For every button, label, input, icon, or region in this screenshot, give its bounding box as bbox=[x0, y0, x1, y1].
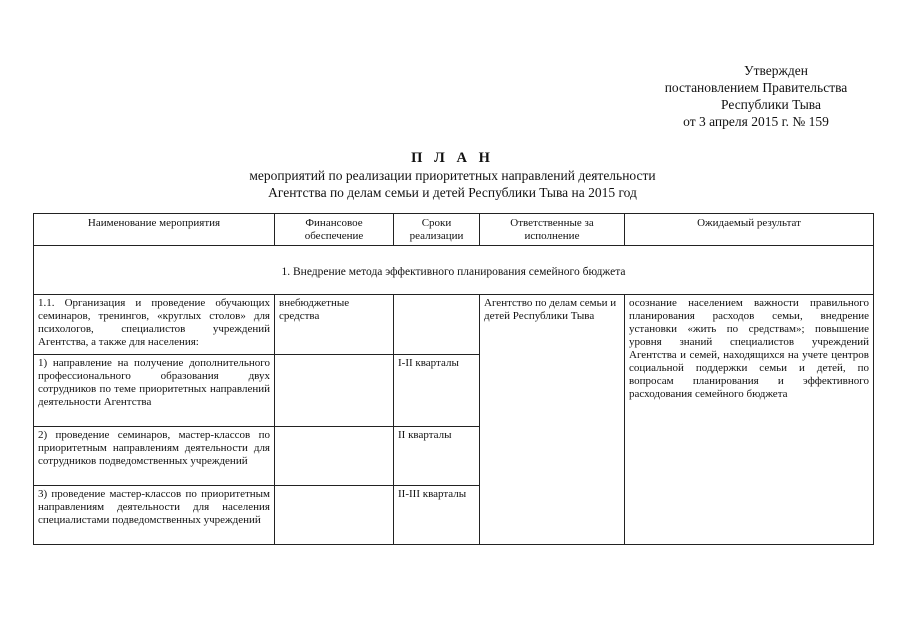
plan-subtitle-line2: Агентства по делам семьи и детей Республики Тыва на 2015 год bbox=[268, 185, 637, 200]
header-responsible: Ответственные за исполнение bbox=[480, 214, 625, 246]
row-terms: II-III кварталы bbox=[394, 486, 480, 545]
approval-line-date: от 3 апреля 2015 г. № 159 bbox=[683, 114, 829, 129]
row-terms bbox=[394, 295, 480, 355]
header-terms: Сроки реализации bbox=[394, 214, 480, 246]
header-result: Ожидаемый результат bbox=[625, 214, 874, 246]
header-finance: Финансовое обеспечение bbox=[275, 214, 394, 246]
row-finance bbox=[275, 355, 394, 427]
row-terms: I-II кварталы bbox=[394, 355, 480, 427]
plan-subtitle-line1: мероприятий по реализации приоритетных направлений деятельности bbox=[249, 168, 656, 183]
row-finance: внебюджетные средства bbox=[275, 295, 394, 355]
section-row bbox=[34, 246, 874, 295]
plan-heading bbox=[0, 150, 905, 201]
page-title: П Л А Н bbox=[411, 150, 494, 166]
plan-table bbox=[33, 213, 874, 545]
approval-stamp bbox=[641, 62, 871, 130]
row-name: 3) проведение мастер-классов по приоритетным направлениям деятельности для населения специалистами подведомственных учреждений bbox=[34, 486, 275, 545]
row-terms: II кварталы bbox=[394, 427, 480, 486]
approval-line-decree: постановлением Правительства bbox=[664, 80, 848, 95]
row-name: 2) проведение семинаров, мастер-классов по приоритетным направлениям деятельности для сотрудников подведомственных учреждений bbox=[34, 427, 275, 486]
approval-line-approved: Утвержден bbox=[744, 63, 808, 78]
row-name: 1) направление на получение дополнительного профессионального образования двух сотрудников по теме приоритетных направлений деятельности Агентства bbox=[34, 355, 275, 427]
result-cell: осознание населением важности правильного планирования расходов семьи, внедрение установки «жить по средствам»; повышение уровня знаний специалистов учреждений Агентства и семей, находящихся на учете центров социальной поддержки семьи и детей, по вопросам планирования и эффективного расходования семейного бюджета bbox=[625, 295, 874, 545]
row-name: 1.1. Организация и проведение обучающих семинаров, тренингов, «круглых столов» для психологов, специалистов учреждений Агентства, а также для населения: bbox=[34, 295, 275, 355]
row-finance bbox=[275, 427, 394, 486]
section-title: 1. Внедрение метода эффективного планирования семейного бюджета bbox=[34, 246, 874, 295]
approval-line-republic: Республики Тыва bbox=[721, 97, 821, 112]
header-name: Наименование мероприятия bbox=[34, 214, 275, 246]
table-row bbox=[34, 295, 874, 355]
table-header-row bbox=[34, 214, 874, 246]
responsible-cell: Агентство по делам семьи и детей Республики Тыва bbox=[480, 295, 625, 545]
row-finance bbox=[275, 486, 394, 545]
